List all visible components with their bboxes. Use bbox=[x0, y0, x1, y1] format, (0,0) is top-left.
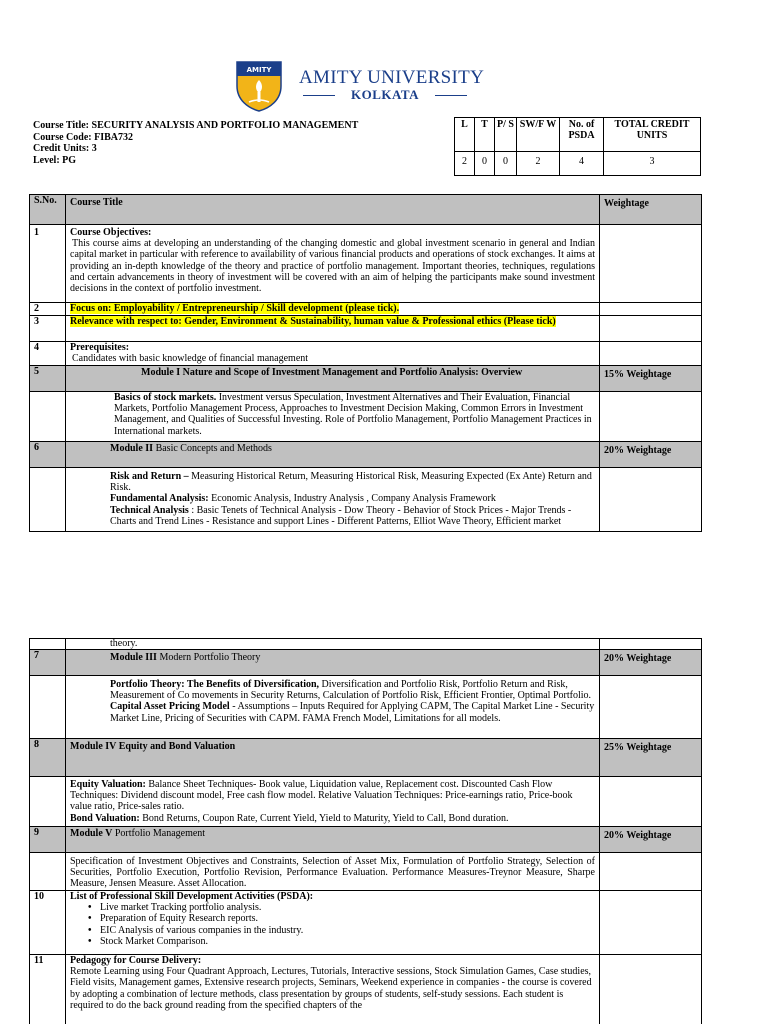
row-sno: 5 bbox=[30, 366, 66, 392]
body-bold: Fundamental Analysis: bbox=[110, 493, 209, 505]
row-weightage bbox=[600, 853, 702, 891]
row-sno bbox=[30, 392, 66, 442]
row-heading: Course Objectives: bbox=[70, 227, 152, 238]
list-item: • EIC Analysis of various companies in the industry. bbox=[100, 925, 595, 936]
credit-units: Credit Units: 3 bbox=[33, 143, 97, 154]
psda-list bbox=[70, 902, 595, 947]
row-weightage: 20% Weightage bbox=[600, 827, 702, 853]
row-heading: Prerequisites: bbox=[70, 342, 130, 353]
row-weightage bbox=[600, 303, 702, 316]
divider-line bbox=[435, 95, 467, 96]
body-text: Specification of Investment Objectives and Constraints, Selection of Asset Mix, Formulation of Portfolio Strategy, Selection of Securities, Portfolio Execution, Portfolio Revision, Performance Evaluation. Performance Measures-Treynor Measure, Sharpe Measure, Jensen Measure. Asset Allocation. bbox=[66, 853, 600, 891]
credit-value-cell: 4 bbox=[560, 152, 604, 176]
list-item: • Stock Market Comparison. bbox=[100, 936, 595, 947]
row-sno bbox=[30, 468, 66, 532]
body-bold: Technical Analysis bbox=[110, 504, 189, 516]
row-text: Candidates with basic knowledge of financial management bbox=[72, 353, 309, 365]
continued-text: theory. bbox=[66, 639, 600, 650]
row-weightage bbox=[600, 342, 702, 366]
credit-value-cell: 2 bbox=[455, 152, 475, 176]
divider-line bbox=[303, 95, 335, 96]
list-item: • Preparation of Equity Research reports. bbox=[100, 913, 595, 924]
table-header-row bbox=[30, 195, 702, 225]
body-bold: Bond Valuation: bbox=[70, 812, 140, 824]
amity-shield-icon bbox=[235, 60, 283, 112]
focus-text: Focus on: Employability / Entrepreneurship / Skill development (please tick). bbox=[70, 303, 400, 314]
credit-value-cell: 2 bbox=[517, 152, 560, 176]
module-name: Basic Concepts and Methods bbox=[153, 443, 272, 454]
body-text: Investment versus Speculation, Investment Alternatives and Their Evaluation, Financial Markets, Portfolio Management Process, Approaches to Investment Decision Making, Common Errors in Investment Management, and Qualities of Successful Investing. Role of Portfolio Management, Portfolio Management Practices in International markets. bbox=[114, 392, 592, 437]
table-row bbox=[30, 303, 702, 316]
course-level: Level: PG bbox=[33, 154, 77, 166]
row-weightage bbox=[600, 639, 702, 650]
module-label: Module V bbox=[70, 828, 113, 839]
row-weightage bbox=[600, 676, 702, 739]
body-bold: Portfolio Theory: The Benefits of Diversification, bbox=[110, 679, 320, 690]
syllabus-table-part1 bbox=[29, 194, 702, 532]
row-sno bbox=[30, 639, 66, 650]
credit-values-row bbox=[455, 152, 701, 176]
credit-table bbox=[454, 117, 701, 176]
module-row bbox=[30, 442, 702, 468]
module-row bbox=[30, 650, 702, 676]
course-meta bbox=[33, 120, 358, 166]
table-row bbox=[30, 468, 702, 532]
module-name: Modern Portfolio Theory bbox=[156, 652, 261, 663]
credit-value-cell: 0 bbox=[495, 152, 517, 176]
row-heading: Pedagogy for Course Delivery: bbox=[70, 955, 202, 966]
row-weightage: 25% Weightage bbox=[600, 739, 702, 777]
university-name: AMITY UNIVERSITY bbox=[299, 67, 485, 88]
row-sno: 3 bbox=[30, 316, 66, 342]
list-item: • Live market Tracking portfolio analysis. bbox=[100, 902, 595, 913]
body-text: : Basic Tenets of Technical Analysis - Dow Theory - Behavior of Stock Prices - Major Trends - Charts and Trend Lines - Resistance and support Lines - Different Patterns, Elliot Wave Theory, Efficient market bbox=[110, 504, 572, 527]
credit-header-cell: L bbox=[455, 118, 475, 152]
header-weightage: Weightage bbox=[600, 195, 702, 225]
body-text: Balance Sheet Techniques- Book value, Liquidation value, Replacement cost. Discounted Cash Flow Techniques: Dividend discount model, Free cash flow model. Relative Valuation Techniques: Price-earnings ratio, Price-book value ratio, Price-sales ratio. bbox=[70, 779, 573, 813]
body-text: - Assumptions – Inputs Required for Applying CAPM, The Capital Market Line - Security Market Line, Pricing of Securities with CAPM. FAMA French Model, Limitations for all models. bbox=[110, 701, 595, 724]
row-weightage bbox=[600, 316, 702, 342]
row-weightage bbox=[600, 392, 702, 442]
course-code: Course Code: FIBA732 bbox=[33, 131, 133, 143]
row-weightage bbox=[600, 955, 702, 1024]
table-row bbox=[30, 392, 702, 442]
row-weightage: 15% Weightage bbox=[600, 366, 702, 392]
course-title: Course Title: SECURITY ANALYSIS AND PORTFOLIO MANAGEMENT bbox=[33, 120, 359, 131]
module-label: Module II bbox=[110, 443, 154, 454]
amity-logo bbox=[235, 60, 485, 115]
body-bold: Equity Valuation: bbox=[70, 779, 146, 790]
campus-row bbox=[303, 88, 467, 102]
row-weightage bbox=[600, 468, 702, 532]
row-sno bbox=[30, 853, 66, 891]
table-row bbox=[30, 891, 702, 955]
table-row bbox=[30, 316, 702, 342]
body-text: Economic Analysis, Industry Analysis , Company Analysis Framework bbox=[208, 493, 496, 505]
table-row bbox=[30, 955, 702, 1024]
credit-header-cell: P/ S bbox=[495, 118, 517, 152]
relevance-text: Relevance with respect to: Gender, Environment & Sustainability, human value & Professional ethics (Please tick) bbox=[70, 316, 556, 327]
credit-header-cell: SW/F W bbox=[517, 118, 560, 152]
row-sno: 9 bbox=[30, 827, 66, 853]
row-weightage bbox=[600, 777, 702, 827]
credit-header-row bbox=[455, 118, 701, 152]
row-heading: List of Professional Skill Development Activities (PSDA): bbox=[70, 891, 314, 902]
table-row bbox=[30, 342, 702, 366]
body-bold: Capital Asset Pricing Model bbox=[110, 701, 230, 713]
row-sno: 8 bbox=[30, 739, 66, 777]
row-text: This course aims at developing an understanding of the changing domestic and global investment scenario in general and Indian capital market in particular with reference to availability of various financial products and operations of stock exchanges. It aims at providing an in-depth knowledge of the theory and practice of portfolio management. Important theories, techniques, regulations and certain advancements in theory of investment will be covered with an aim of helping the participants make sound investment decisions in the context of portfolio investment. bbox=[70, 238, 595, 295]
body-text: Measuring Historical Return, Measuring Historical Risk, Measuring Expected (Ex Ante) Return and Risk. bbox=[110, 471, 592, 494]
module-row bbox=[30, 827, 702, 853]
module-title: Module IV Equity and Bond Valuation bbox=[66, 739, 600, 777]
row-sno bbox=[30, 676, 66, 739]
body-bold: Risk and Return – bbox=[110, 471, 189, 482]
row-sno: 10 bbox=[30, 891, 66, 955]
table-row bbox=[30, 853, 702, 891]
module-title: Module I Nature and Scope of Investment Management and Portfolio Analysis: Overview bbox=[66, 366, 600, 392]
module-row bbox=[30, 366, 702, 392]
row-text: Remote Learning using Four Quadrant Approach, Lectures, Tutorials, Interactive sessions, Stock Simulation Games, Case studies, Field visits, Management games, Extensive research projects, Seminars, Weekend experience in companies - the course is covered by adopting a combination of lecture methods, class presentation by groups of students, self-study sessions. Each student is required to do the back ground reading from the specified chapters of the bbox=[70, 966, 592, 1011]
header-title: Course Title bbox=[66, 195, 600, 225]
campus-name: KOLKATA bbox=[350, 87, 420, 102]
credit-header-cell: No. of PSDA bbox=[560, 118, 604, 152]
credit-header-cell: T bbox=[475, 118, 495, 152]
row-sno: 2 bbox=[30, 303, 66, 316]
syllabus-table-part2 bbox=[29, 638, 702, 1024]
table-row bbox=[30, 225, 702, 303]
row-sno: 6 bbox=[30, 442, 66, 468]
row-weightage: 20% Weightage bbox=[600, 650, 702, 676]
table-row bbox=[30, 639, 702, 650]
row-sno: 11 bbox=[30, 955, 66, 1024]
shield-text: AMITY bbox=[246, 66, 272, 74]
row-sno: 1 bbox=[30, 225, 66, 303]
table-row bbox=[30, 676, 702, 739]
body-text: Bond Returns, Coupon Rate, Current Yield, Yield to Maturity, Yield to Call, Bond duration. bbox=[139, 812, 509, 824]
header-sno: S.No. bbox=[30, 195, 66, 225]
credit-value-cell: 0 bbox=[475, 152, 495, 176]
row-weightage bbox=[600, 225, 702, 303]
row-sno: 7 bbox=[30, 650, 66, 676]
body-text: Diversification and Portfolio Risk, Portfolio Return and Risk, Measurement of Co movements in Security Returns, Calculation of Portfolio Risk, Efficient Frontier, Optimal Portfolio. bbox=[110, 679, 592, 702]
row-sno bbox=[30, 777, 66, 827]
row-weightage bbox=[600, 891, 702, 955]
row-weightage: 20% Weightage bbox=[600, 442, 702, 468]
module-name: Portfolio Management bbox=[112, 828, 206, 839]
module-label: Module III bbox=[110, 652, 157, 663]
body-bold: Basics of stock markets. bbox=[114, 392, 217, 403]
table-row bbox=[30, 777, 702, 827]
credit-header-cell: TOTAL CREDIT UNITS bbox=[604, 118, 701, 152]
module-row bbox=[30, 739, 702, 777]
credit-value-cell: 3 bbox=[604, 152, 701, 176]
row-sno: 4 bbox=[30, 342, 66, 366]
